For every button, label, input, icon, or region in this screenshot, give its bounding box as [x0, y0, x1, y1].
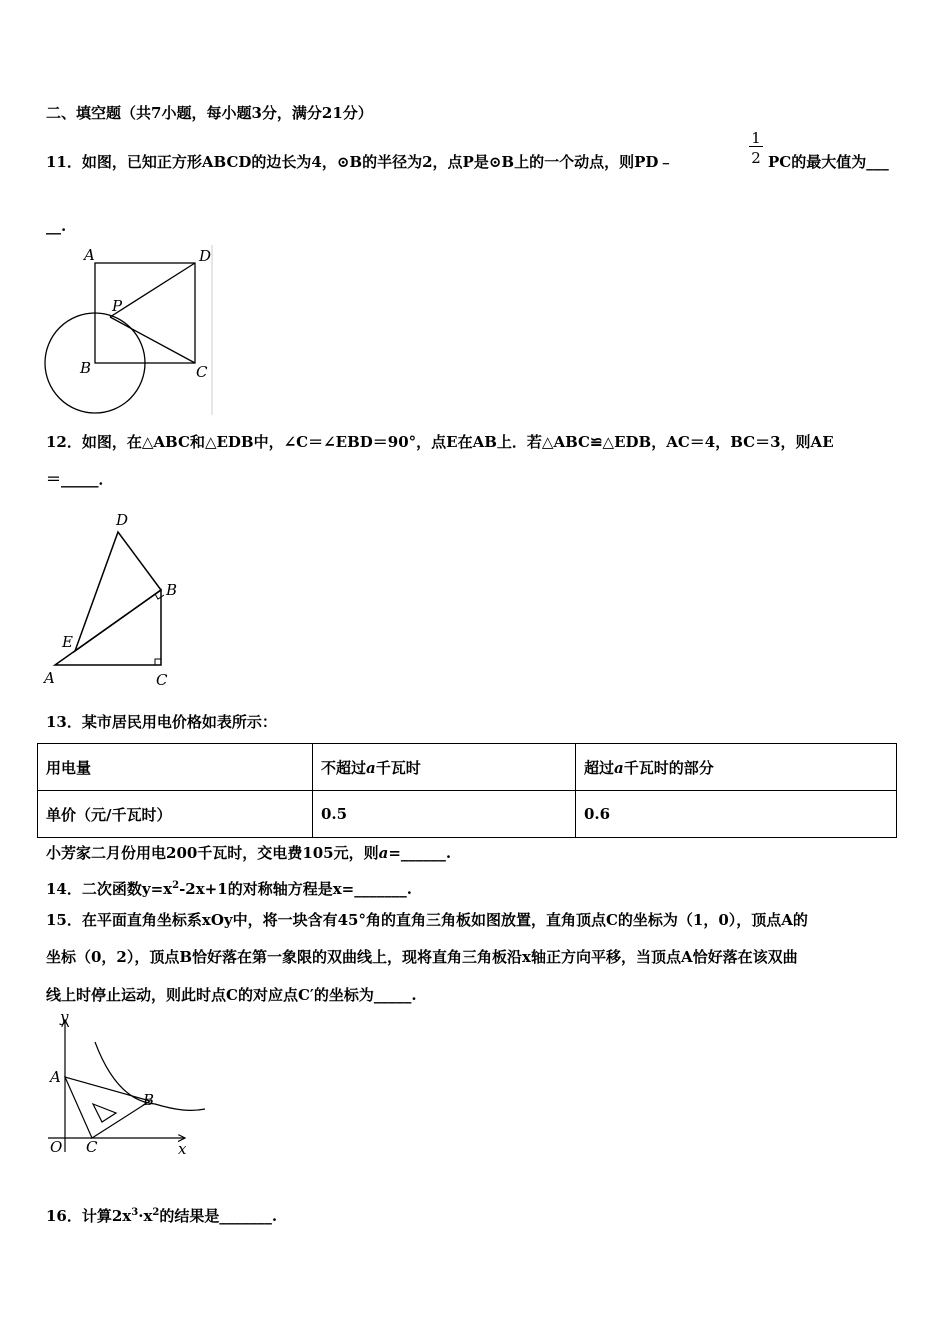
- q11-figure: [40, 245, 220, 420]
- label-x: x: [178, 1140, 187, 1158]
- table-row: [38, 791, 897, 838]
- q15-line1: 15．在平面直角坐标系xOy中，将一块含有45°角的直角三角板如图放置，直角顶点C的坐标为（1，0），顶点A的: [46, 911, 808, 929]
- header-cell-usage: 用电量: [38, 744, 313, 791]
- cell-price-high: 0.6: [576, 791, 897, 838]
- q11-line2: __.: [46, 217, 67, 235]
- label-a: A: [50, 1068, 61, 1086]
- inner-triangle: [93, 1104, 116, 1122]
- q11-fraction-numerator: 1: [749, 130, 763, 147]
- label-d: D: [199, 247, 212, 265]
- triangle-set-square: [65, 1077, 150, 1138]
- q12-line1: 12．如图，在△ABC和△EDB中，∠C＝∠EBD＝90°，点E在AB上．若△ABC≌△EDB，AC＝4，BC＝3，则AE: [46, 433, 834, 451]
- q13-after-text: 小芳家二月份用电200千瓦时，交电费105元，则a=______.: [46, 844, 452, 862]
- label-p: P: [112, 297, 123, 315]
- cell-price-low: 0.5: [313, 791, 576, 838]
- q15-line2: 坐标（0，2），顶点B恰好落在第一象限的双曲线上，现将直角三角板沿x轴正方向平移，当顶点A恰好落在该双曲: [46, 948, 798, 966]
- section-title: 二、填空题（共7小题，每小题3分，满分21分）: [46, 104, 373, 122]
- label-c: C: [156, 671, 168, 689]
- label-e: E: [62, 633, 73, 651]
- label-b: B: [166, 581, 178, 599]
- q11-fraction-denominator: 2: [751, 149, 761, 167]
- q13-title: 13．某市居民用电价格如表所示：: [46, 713, 277, 731]
- label-d: D: [116, 511, 129, 529]
- label-a: A: [44, 669, 55, 687]
- row-label-unit-price: 单价（元/千瓦时）: [38, 791, 313, 838]
- square-abcd: [95, 263, 195, 363]
- table-row: [38, 744, 897, 791]
- segment-pc: [110, 317, 195, 363]
- segment-pd: [110, 263, 195, 317]
- q12-line2: ＝_____．: [46, 470, 114, 488]
- label-b: B: [143, 1091, 155, 1109]
- label-y: y: [60, 1012, 69, 1026]
- q14-text: 14．二次函数$y=x^2-2x+1$的对称轴方程是x=_______.: [46, 880, 412, 898]
- label-b: B: [80, 359, 92, 377]
- label-o: O: [50, 1138, 63, 1156]
- header-cell-not-exceed: 不超过a千瓦时: [313, 744, 576, 791]
- q15-line3: 线上时停止运动，则此时点C的对应点C′的坐标为_____.: [46, 986, 417, 1004]
- header-cell-exceed: 超过a千瓦时的部分: [576, 744, 897, 791]
- label-a: A: [84, 246, 95, 264]
- q11-text-before: 11．如图，已知正方形ABCD的边长为4，⊙B的半径为2，点P是⊙B上的一个动点，则PD﹣: [46, 153, 674, 171]
- q16-text: 16．计算$2x^3\cdot x^2$的结果是_______.: [46, 1207, 278, 1225]
- price-table: [37, 743, 897, 838]
- label-c: C: [196, 363, 208, 381]
- label-c: C: [86, 1138, 98, 1156]
- triangle-edb: [75, 532, 161, 651]
- q15-figure: [40, 1012, 215, 1162]
- q12-figure: [40, 505, 200, 695]
- q11-text-after: PC的最大值为___: [768, 153, 889, 171]
